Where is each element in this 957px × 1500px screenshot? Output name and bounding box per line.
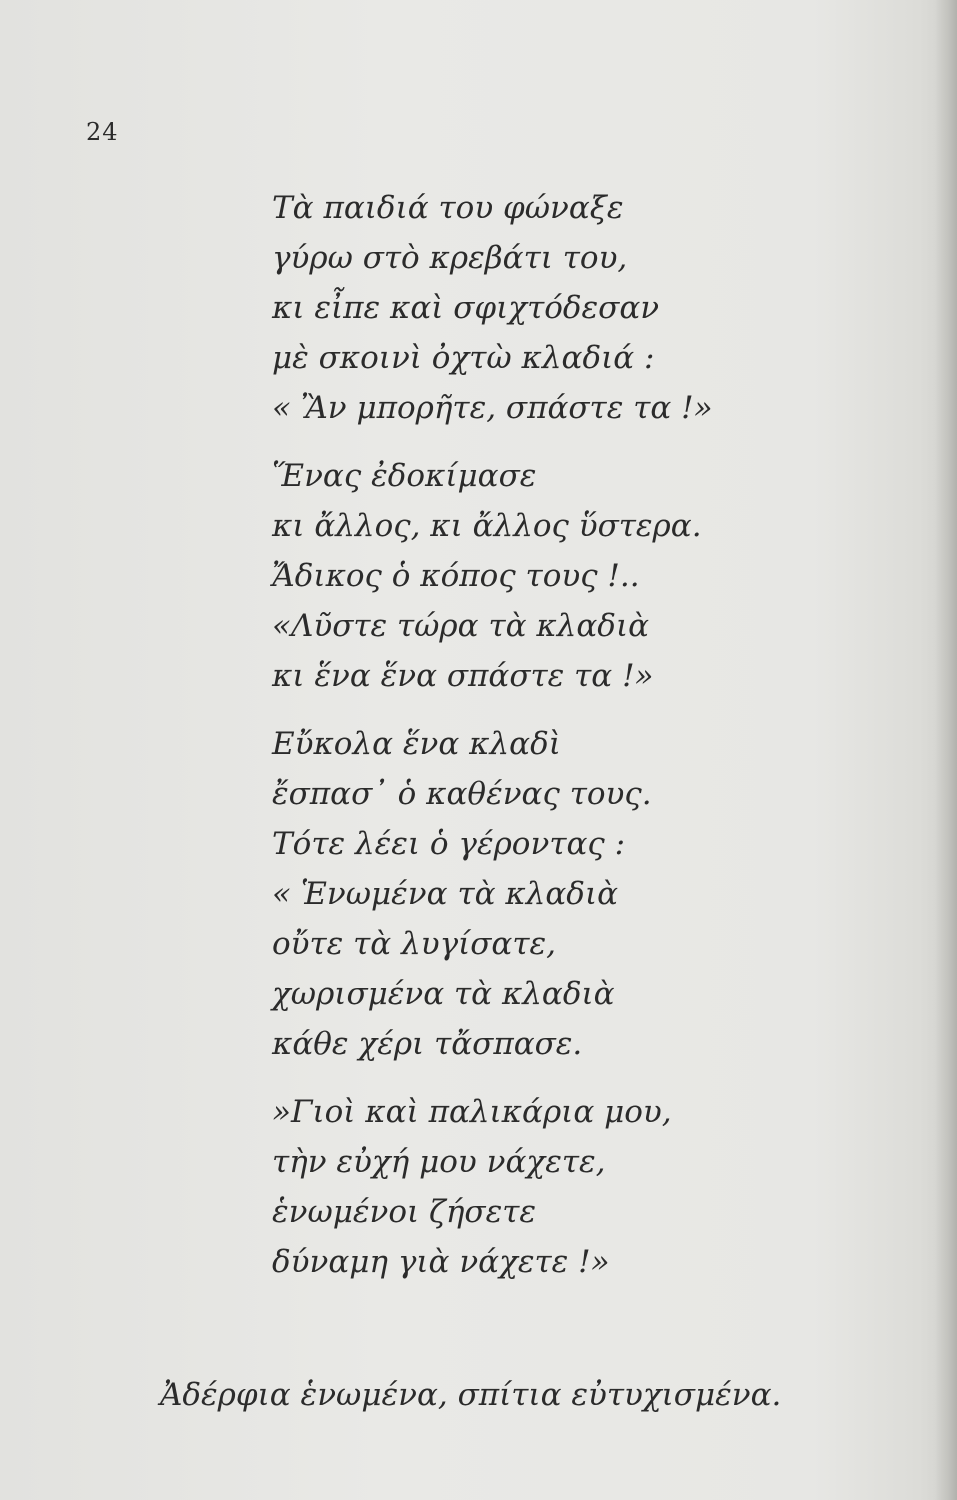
poem-line: κι εἶπε καὶ σφιχτόδεσαν [272, 290, 660, 326]
poem-line: οὔτε τὰ λυγίσατε, [272, 926, 556, 962]
poem-line: ἑνωμένοι ζήσετε [272, 1194, 537, 1230]
poem-line: κι ἄλλος, κι ἄλλος ὕστερα. [272, 508, 702, 544]
poem-line: Εὔκολα ἕνα κλαδὶ [272, 726, 561, 762]
poem-line: Τὰ παιδιά του φώναξε [272, 190, 624, 226]
stanza-4 [272, 1087, 912, 1287]
poem-line: « Ἂν μπορῆτε, σπάστε τα !» [272, 390, 713, 426]
poem-line: »Γιοὶ καὶ παλικάρια μου, [272, 1094, 672, 1130]
poem-line: χωρισμένα τὰ κλαδιὰ [272, 976, 615, 1012]
page-number: 24 [86, 118, 119, 146]
poem-line: μὲ σκοινὶ ὀχτὼ κλαδιά : [272, 340, 655, 376]
poem-body [272, 183, 912, 1305]
poem-line: κάθε χέρι τἄσπασε. [272, 1026, 583, 1062]
page-gutter-shadow [935, 0, 957, 1500]
stanza-1 [272, 183, 912, 433]
poem-line: τὴν εὐχή μου νάχετε, [272, 1144, 606, 1180]
poem-line: Ἄδικος ὁ κόπος τους !.. [272, 558, 640, 594]
closing-line: Ἀδέρφια ἑνωμένα, σπίτια εὐτυχισμένα. [160, 1377, 782, 1413]
poem-line: Τότε λέει ὁ γέροντας : [272, 826, 626, 862]
poem-line: Ἕνας ἐδοκίμασε [272, 458, 537, 494]
poem-line: « Ἑνωμένα τὰ κλαδιὰ [272, 876, 619, 912]
poem-line: κι ἕνα ἕνα σπάστε τα !» [272, 658, 654, 694]
poem-line: δύναμη γιὰ νάχετε !» [272, 1244, 610, 1280]
stanza-3 [272, 719, 912, 1069]
poem-line: γύρω στὸ κρεβάτι του, [272, 240, 628, 276]
stanza-2 [272, 451, 912, 701]
poem-line: ἔσπασ᾽ ὁ καθένας τους. [272, 776, 652, 812]
poem-line: «Λῦστε τώρα τὰ κλαδιὰ [272, 608, 650, 644]
